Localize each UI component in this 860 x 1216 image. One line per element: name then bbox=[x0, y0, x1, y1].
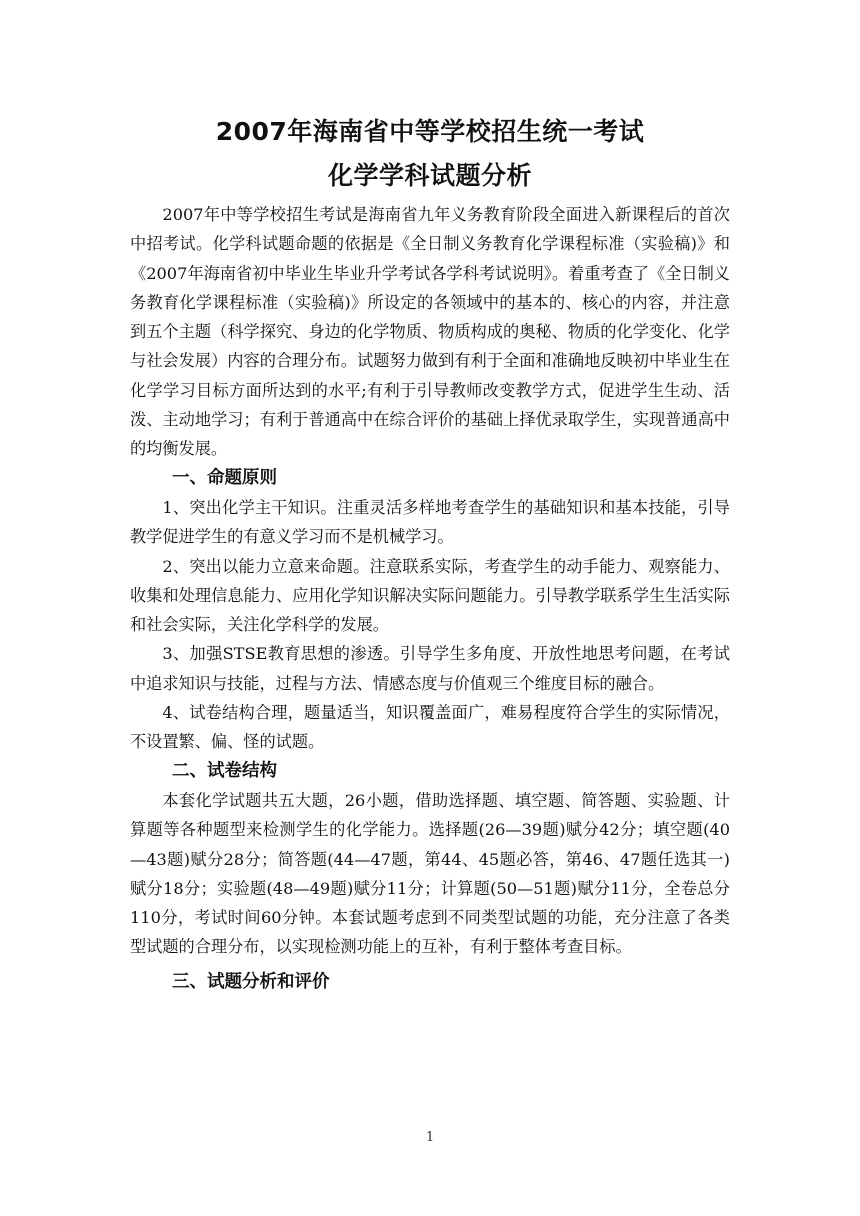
page-number: 1 bbox=[425, 1130, 435, 1145]
principle-item: 2、突出以能力立意来命题。注意联系实际，考查学生的动手能力、观察能力、收集和处理信息能力、应用化学知识解决实际问题能力。引导教学联系学生生活实际和社会实际，关注化学科学的发展。 bbox=[130, 556, 730, 635]
section-heading-analysis: 三、试题分析和评价 bbox=[172, 971, 330, 992]
document-body bbox=[130, 200, 730, 997]
document-subtitle: 化学学科试题分析 bbox=[327, 161, 532, 190]
intro-paragraph: 2007年中等学校招生考试是海南省九年义务教育阶段全面进入新课程后的首次中招考试。化学科试题命题的依据是《全日制义务教育化学课程标准（实验稿)》和《2007年海南省初中毕业生毕业升学考试各学科考试说明》。着重考查了《全日制义务教育化学课程标准（实验稿)》所设定的各领域中的基本的、核心的内容，并注意到五个主题（科学探究、身边的化学物质、物质构成的奥秘、物质的化学变化、化学与社会发展）内容的合理分布。试题努力做到有利于全面和准确地反映初中毕业生在化学学习目标方面所达到的水平;有利于引导教师改变教学方式，促进学生生动、活泼、主动地学习；有利于普通高中在综合评价的基础上择优录取学生，实现普通高中的均衡发展。 bbox=[130, 205, 730, 459]
principle-item: 4、试卷结构合理，题量适当，知识覆盖面广，难易程度符合学生的实际情况，不设置繁、偏、怪的试题。 bbox=[130, 703, 730, 752]
principle-item: 3、加强STSE教育思想的渗透。引导学生多角度、开放性地思考问题，在考试中追求知识与技能，过程与方法、情感态度与价值观三个维度目标的融合。 bbox=[130, 644, 730, 693]
section-heading-structure: 二、试卷结构 bbox=[172, 760, 277, 781]
structure-paragraph: 本套化学试题共五大题，26小题，借助选择题、填空题、简答题、实验题、计算题等各种题型来检测学生的化学能力。选择题(26—39题)赋分42分；填空题(40—43题)赋分28分；简答题(44—47题，第44、45题必答，第46、47题任选其一)赋分18分；实验题(48—49题)赋分11分；计算题(50—51题)赋分11分，全卷总分110分，考试时间60分钟。本套试题考虑到不同类型试题的功能，充分注意了各类型试题的合理分布，以实现检测功能上的互补，有利于整体考查目标。 bbox=[130, 790, 730, 957]
principle-item: 1、突出化学主干知识。注重灵活多样地考查学生的基础知识和基本技能，引导教学促进学生的有意义学习而不是机械学习。 bbox=[130, 497, 730, 547]
section-heading-principles: 一、命题原则 bbox=[172, 467, 277, 488]
document-title: 2007年海南省中等学校招生统一考试 bbox=[215, 117, 645, 146]
